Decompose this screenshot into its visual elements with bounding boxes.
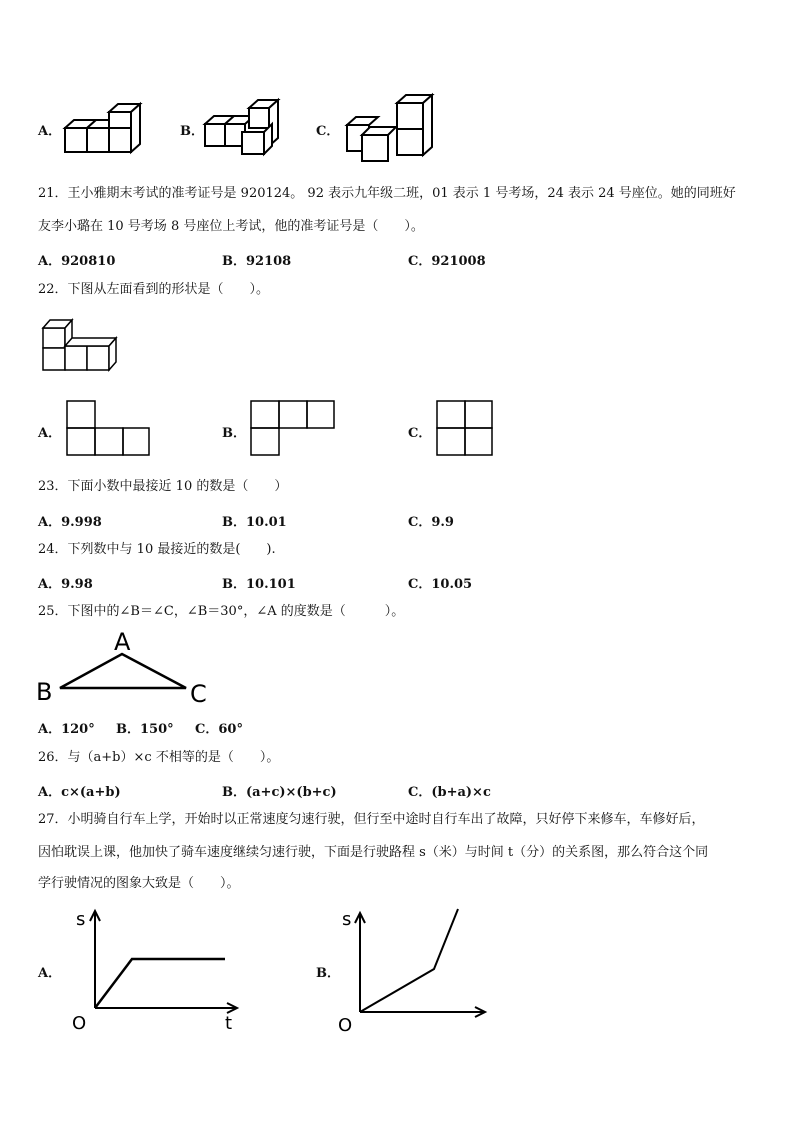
q20-option-a-label: A． bbox=[38, 124, 62, 139]
q27-line-3: 学行驶情况的图象大致是（ ）。 bbox=[38, 876, 240, 891]
q20-option-b-label: B． bbox=[180, 124, 204, 139]
q25-option-a: A．120° bbox=[38, 722, 95, 737]
q26-option-c: C．(b+a)×c bbox=[408, 785, 491, 800]
q27-graph-b-y-label: s bbox=[342, 909, 352, 930]
q21-option-a: A．920810 bbox=[38, 254, 116, 269]
q24-option-a: A．9.98 bbox=[38, 577, 93, 592]
q25-vertex-c-label: C bbox=[190, 680, 207, 708]
q27-graph-a bbox=[70, 905, 250, 1035]
q22-question: 22．下图从左面看到的形状是（ ）。 bbox=[38, 282, 270, 297]
q27-line-1: 27．小明骑自行车上学，开始时以正常速度匀速行驶，但行至中途时自行车出了故障，只好停下来修车，车修好后， bbox=[38, 812, 705, 827]
q23-option-a: A．9.998 bbox=[38, 515, 102, 530]
q22-cube-figure bbox=[40, 314, 118, 374]
q23-option-c: C．9.9 bbox=[408, 515, 454, 530]
q26-option-b: B．(a+c)×(b+c) bbox=[222, 785, 337, 800]
q27-graph-b bbox=[338, 905, 488, 1035]
q24-option-c: C．10.05 bbox=[408, 577, 473, 592]
q25-option-b: B．150° bbox=[116, 722, 174, 737]
q23-question: 23．下面小数中最接近 10 的数是（ ） bbox=[38, 479, 288, 494]
q20-option-c-label: C． bbox=[316, 124, 340, 139]
q25-vertex-b-label: B bbox=[36, 678, 53, 706]
q24-option-b: B．10.101 bbox=[222, 577, 296, 592]
q22-option-b-figure bbox=[250, 400, 336, 458]
q21-line-1: 21．王小雅期末考试的准考证号是 920124。 92 表示九年级二班，01 表示 1 号考场，24 表示 24 号座位。她的同班好 bbox=[38, 186, 736, 201]
q22-option-c-label: C． bbox=[408, 426, 432, 441]
q27-graph-a-x-label: t bbox=[225, 1013, 233, 1034]
q22-option-a-figure bbox=[66, 400, 152, 458]
q26-question: 26．与（a+b）×c 不相等的是（ ）。 bbox=[38, 750, 280, 765]
q20-option-a-figure bbox=[60, 100, 142, 158]
q23-option-b: B．10.01 bbox=[222, 515, 287, 530]
q20-option-b-figure bbox=[202, 98, 282, 160]
q21-option-b: B．92108 bbox=[222, 254, 292, 269]
q22-option-b-label: B． bbox=[222, 426, 246, 441]
q25-question: 25．下图中的∠B＝∠C，∠B＝30°，∠A 的度数是（ ）。 bbox=[38, 604, 405, 619]
q26-option-a: A．c×(a+b) bbox=[38, 785, 121, 800]
q25-vertex-a-label: A bbox=[114, 628, 131, 656]
q22-option-a-label: A． bbox=[38, 426, 62, 441]
q27-option-a-label: A． bbox=[38, 966, 62, 981]
q27-graph-a-y-label: s bbox=[76, 909, 86, 930]
q27-option-b-label: B． bbox=[316, 966, 340, 981]
q24-question: 24．下列数中与 10 最接近的数是( ). bbox=[38, 542, 276, 557]
q21-option-c: C．921008 bbox=[408, 254, 486, 269]
q27-graph-b-origin: O bbox=[338, 1015, 353, 1036]
q21-line-2: 友李小璐在 10 号考场 8 号座位上考试，他的准考证号是（ ）。 bbox=[38, 219, 424, 234]
q20-option-c-figure bbox=[342, 93, 434, 163]
q22-option-c-figure bbox=[436, 400, 494, 456]
q27-line-2: 因怕耽误上课，他加快了骑车速度继续匀速行驶，下面是行驶路程 s（米）与时间 t（分）的关系图，那么符合这个同 bbox=[38, 845, 709, 860]
q25-option-c: C．60° bbox=[195, 722, 243, 737]
q25-triangle-figure bbox=[36, 628, 216, 708]
q27-graph-a-origin: O bbox=[72, 1013, 87, 1034]
